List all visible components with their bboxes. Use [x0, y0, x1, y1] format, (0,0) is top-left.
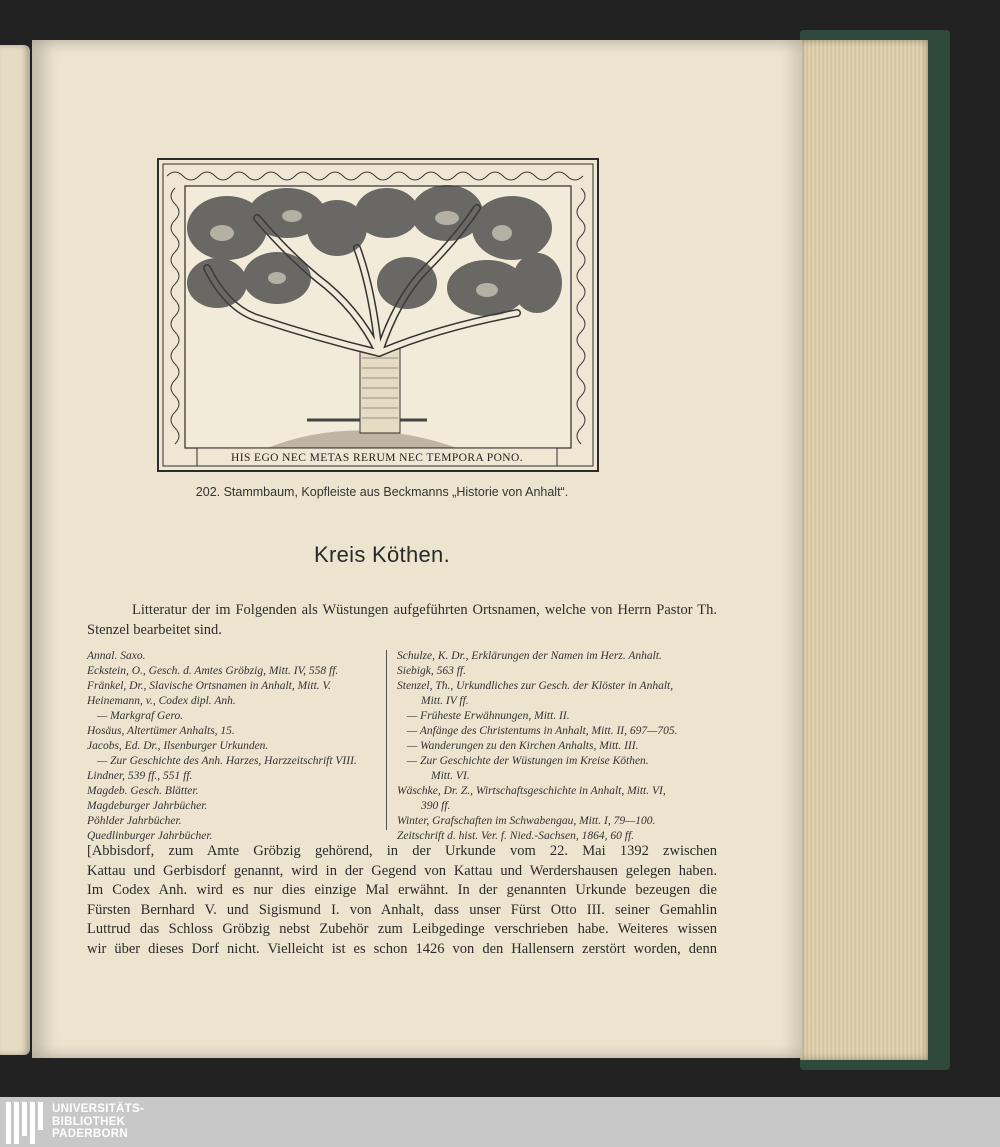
- literature-entry: Annal. Saxo.: [87, 650, 146, 662]
- library-logo-icon: [6, 1102, 46, 1144]
- literature-entry: Magdeburger Jahrbücher.: [87, 800, 208, 812]
- literature-entry: Hosäus, Altertümer Anhalts, 15.: [87, 725, 235, 737]
- library-footer: [0, 1097, 1000, 1147]
- body-line: [Abbisdorf, zum Amte Gröbzig gehörend, in der Urkunde vom 22. Mai 1392 zwischen: [87, 843, 717, 859]
- literature-entry: Wäschke, Dr. Z., Wirtschaftsgeschichte in Anhalt, Mitt. VI,: [397, 785, 666, 797]
- literature-entry: Schulze, K. Dr., Erklärungen der Namen im Herz. Anhalt.: [397, 650, 662, 662]
- literature-entry: — Zur Geschichte des Anh. Harzes, Harzzeitschrift VIII.: [97, 755, 357, 767]
- page-block-edges: [800, 40, 928, 1060]
- literature-entry: Siebigk, 563 ff.: [397, 665, 466, 677]
- literature-entry: 390 ff.: [421, 800, 451, 812]
- literature-entry: Lindner, 539 ff., 551 ff.: [87, 770, 193, 782]
- library-name-line: BIBLIOTHEK: [52, 1115, 126, 1128]
- body-line: Im Codex Anh. wird es nur dies einzige Mal erwähnt. In der genannten Urkunde bezeugen die: [87, 882, 717, 899]
- literature-entry: Eckstein, O., Gesch. d. Amtes Gröbzig, Mitt. IV, 558 ff.: [87, 665, 339, 677]
- page-title: Kreis Köthen.: [314, 542, 450, 567]
- body-line: Kattau und Gerbisdorf genannt, wird in der Gegend von Kattau und Werdershausen gelegen haben.: [87, 862, 717, 879]
- literature-list-left: [87, 649, 387, 844]
- literature-entry: — Markgraf Gero.: [97, 710, 184, 722]
- literature-intro: Litteratur der im Folgenden als Wüstungen aufgeführten Ortsnamen, welche von Herrn Pastor Th. Stenzel bearbeitet sind.: [87, 602, 717, 638]
- library-name-line: PADERBORN: [52, 1128, 128, 1140]
- literature-entry: — Zur Geschichte der Wüstungen im Kreise Köthen.: [407, 755, 649, 767]
- literature-list-right: [397, 649, 727, 844]
- literature-entry: Zeitschrift d. hist. Ver. f. Nied.-Sachsen, 1864, 60 ff.: [397, 830, 635, 842]
- literature-entry: Heinemann, v., Codex dipl. Anh.: [87, 695, 236, 707]
- body-paragraph: [87, 842, 717, 960]
- library-name: [52, 1103, 144, 1141]
- literature-entry: — Wanderungen zu den Kirchen Anhalts, Mitt. III.: [407, 740, 639, 752]
- literature-entry: Magdeb. Gesch. Blätter.: [87, 785, 199, 797]
- left-page-edge: [0, 45, 30, 1055]
- literature-entry: Winter, Grafschaften im Schwabengau, Mitt. I, 79—100.: [397, 815, 656, 827]
- literature-entry: Quedlinburger Jahrbücher.: [87, 830, 213, 842]
- literature-entry: Stenzel, Th., Urkundliches zur Gesch. der Klöster in Anhalt,: [397, 680, 674, 692]
- motto-banner: HIS EGO NEC METAS RERUM NEC TEMPORA PONO.: [231, 452, 523, 464]
- literature-entry: — Früheste Erwähnungen, Mitt. II.: [407, 710, 570, 722]
- literature-entry: Mitt. IV ff.: [421, 695, 469, 707]
- literature-entry: Fränkel, Dr., Slavische Ortsnamen in Anhalt, Mitt. V.: [87, 680, 331, 692]
- library-name-line: UNIVERSITÄTS-: [52, 1103, 145, 1115]
- literature-entry: Pöhlder Jahrbücher.: [87, 815, 182, 827]
- figure-caption: 202. Stammbaum, Kopfleiste aus Beckmanns „Historie von Anhalt“.: [195, 485, 569, 499]
- literature-entry: Mitt. VI.: [431, 770, 470, 782]
- book-page: [32, 40, 802, 1058]
- literature-entry: Jacobs, Ed. Dr., Ilsenburger Urkunden.: [87, 740, 269, 752]
- body-line: wir über dieses Dorf nicht. Vielleicht ist es schon 1426 von den Hallensern zerstört worden, denn: [87, 940, 717, 957]
- body-line: Luttrud das Schloss Gröbzig nebst Zubehör zum Leibgedinge verschrieben habe. Weiteres wissen: [87, 921, 717, 938]
- family-tree-engraving: [157, 158, 599, 472]
- body-line: Fürsten Bernhard V. und Sigismund I. von Anhalt, dass unser Fürst Otto III. seiner Gemahlin: [87, 901, 717, 918]
- literature-entry: — Anfänge des Christentums in Anhalt, Mitt. II, 697—705.: [407, 725, 678, 737]
